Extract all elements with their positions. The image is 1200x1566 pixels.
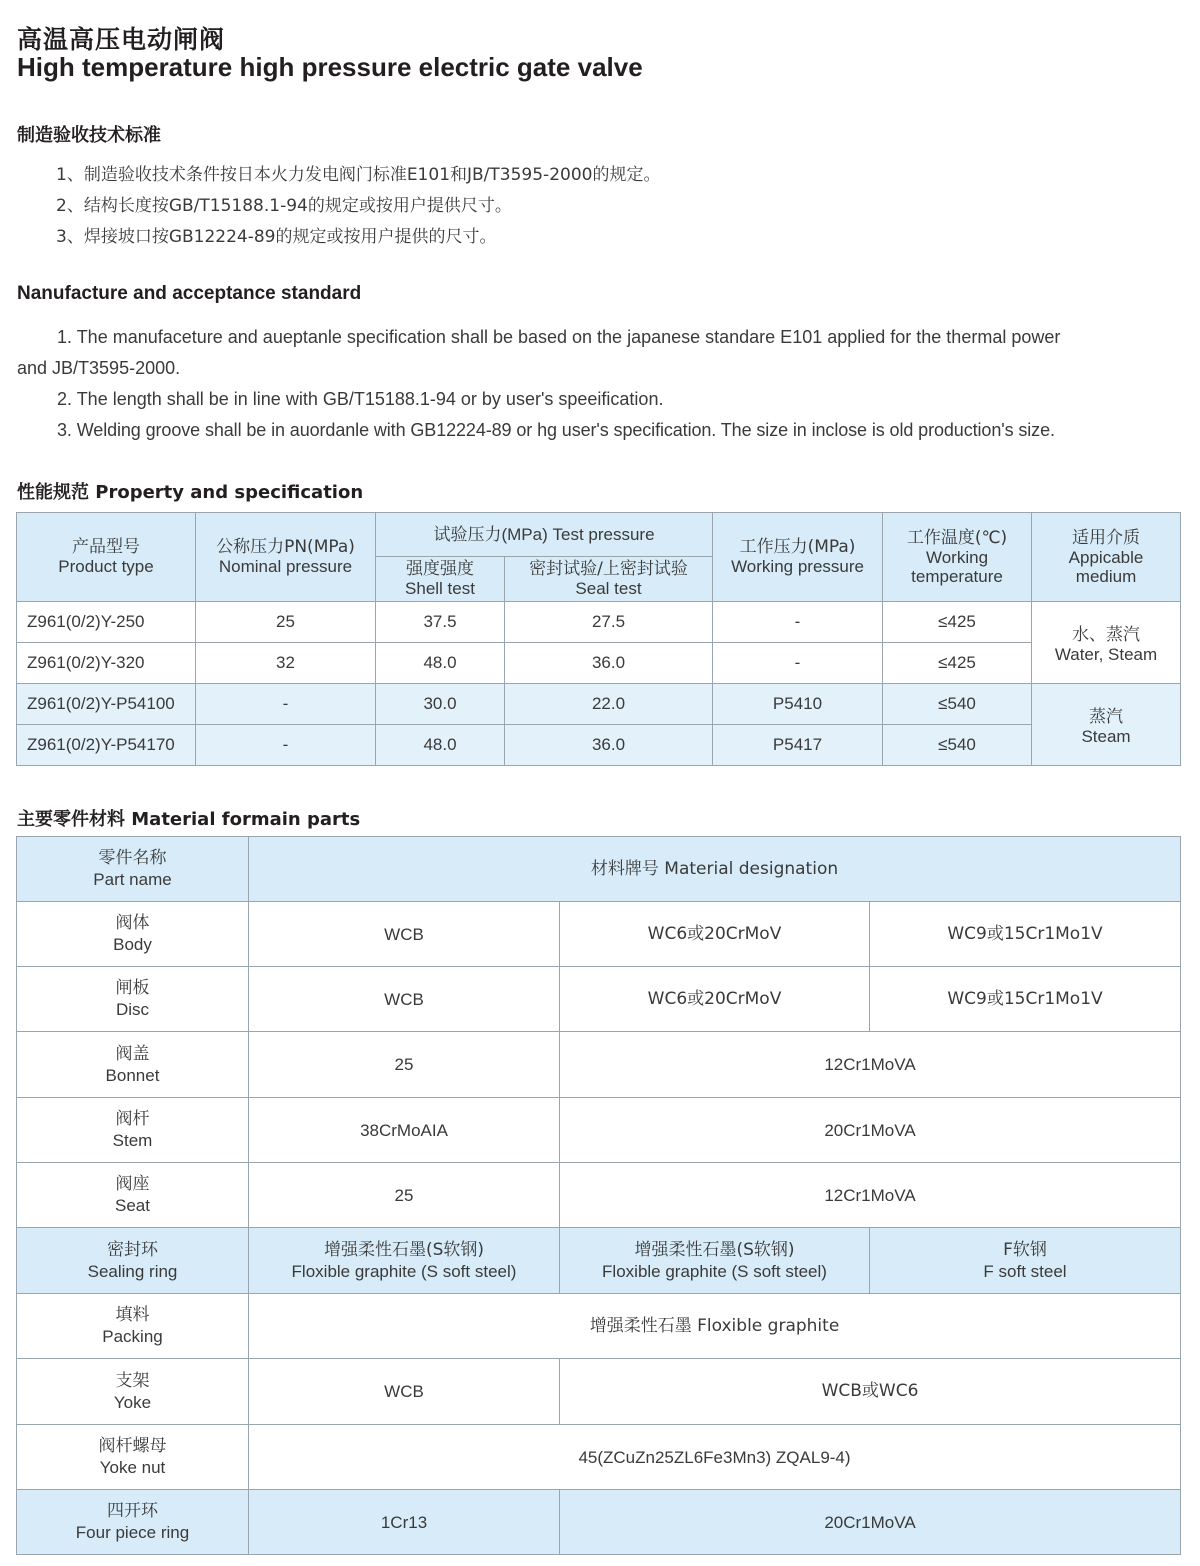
cell-seal: 36.0 (505, 725, 713, 766)
cell-shell: 48.0 (376, 725, 505, 766)
part-name: 填料 Packing (17, 1294, 249, 1359)
header-seal-test: 密封试验/上密封试验 Seal test (505, 557, 713, 602)
cell-temp: ≤540 (883, 684, 1032, 725)
material-cell: 12Cr1MoVA (560, 1163, 1181, 1228)
cell-type: Z961(0/2)Y-320 (17, 643, 196, 684)
part-name: 阀座 Seat (17, 1163, 249, 1228)
list-item: 1. The manufaceture and aueptanle specification shall be based on the japanese standare E101 applied for the thermal power (57, 327, 1061, 347)
header-shell-test: 强度强度 Shell test (376, 557, 505, 602)
material-cell: WC6或20CrMoV (560, 967, 870, 1032)
cell-temp: ≤425 (883, 643, 1032, 684)
cell-shell: 30.0 (376, 684, 505, 725)
material-cell: 25 (249, 1032, 560, 1098)
list-item: 2、结构长度按GB/T15188.1-94的规定或按用户提供尺寸。 (56, 196, 512, 216)
table-row (17, 1098, 1181, 1163)
cell-medium: 蒸汽 Steam (1032, 684, 1181, 766)
header-test-pressure: 试验压力(MPa) Test pressure (376, 513, 713, 557)
header-material-designation: 材料牌号 Material designation (249, 837, 1181, 902)
cell-working: - (713, 602, 883, 643)
part-name: 闸板 Disc (17, 967, 249, 1032)
materials-table (16, 836, 1181, 1555)
material-cell: 12Cr1MoVA (560, 1032, 1181, 1098)
cell-temp: ≤540 (883, 725, 1032, 766)
material-cell: 38CrMoAIA (249, 1098, 560, 1163)
table-row (17, 725, 1181, 766)
cell-type: Z961(0/2)Y-250 (17, 602, 196, 643)
cell-type: Z961(0/2)Y-P54100 (17, 684, 196, 725)
material-cell: WCB (249, 902, 560, 967)
cell-seal: 36.0 (505, 643, 713, 684)
page-title-cn: 高温高压电动闸阀 (17, 25, 226, 54)
list-item-continuation: and JB/T3595-2000. (17, 358, 181, 378)
material-cell: 增强柔性石墨 Floxible graphite (249, 1294, 1181, 1359)
table-row (17, 837, 1181, 902)
list-item: 3. Welding groove shall be in auordanle with GB12224-89 or hg user's specification. The size in inclose is old production's size. (57, 420, 1055, 440)
cell-nominal: 32 (196, 643, 376, 684)
table-row (17, 684, 1181, 725)
table-row (17, 1163, 1181, 1228)
cell-nominal: - (196, 684, 376, 725)
cell-nominal: - (196, 725, 376, 766)
cell-seal: 27.5 (505, 602, 713, 643)
header-product-type: 产品型号 Product type (17, 513, 196, 602)
material-cell: WCB (249, 1359, 560, 1425)
cell-type: Z961(0/2)Y-P54170 (17, 725, 196, 766)
cell-seal: 22.0 (505, 684, 713, 725)
part-name: 阀盖 Bonnet (17, 1032, 249, 1098)
table-row (17, 643, 1181, 684)
part-name: 支架 Yoke (17, 1359, 249, 1425)
cell-medium: 水、蒸汽 Water, Steam (1032, 602, 1181, 684)
cell-nominal: 25 (196, 602, 376, 643)
part-name: 阀体 Body (17, 902, 249, 967)
table-row (17, 602, 1181, 643)
part-name: 阀杆 Stem (17, 1098, 249, 1163)
table-row (17, 1425, 1181, 1490)
cell-temp: ≤425 (883, 602, 1032, 643)
cell-shell: 48.0 (376, 643, 505, 684)
spec-table (16, 512, 1181, 766)
part-name: 密封环 Sealing ring (17, 1228, 249, 1294)
cell-working: - (713, 643, 883, 684)
page-title-en: High temperature high pressure electric gate valve (17, 52, 643, 82)
manufacture-list-en (17, 322, 1187, 446)
list-item: 3、焊接坡口按GB12224-89的规定或按用户提供的尺寸。 (56, 227, 497, 247)
cell-shell: 37.5 (376, 602, 505, 643)
material-cell: WC6或20CrMoV (560, 902, 870, 967)
manufacture-heading-en: Nanufacture and acceptance standard (17, 283, 362, 304)
material-cell: 1Cr13 (249, 1490, 560, 1555)
manufacture-list-cn (56, 160, 660, 253)
material-cell: 增强柔性石墨(S软钢) Floxible graphite (S soft steel) (249, 1228, 560, 1294)
header-nominal-pressure: 公称压力PN(MPa) Nominal pressure (196, 513, 376, 602)
material-cell: WCB或WC6 (560, 1359, 1181, 1425)
header-working-pressure: 工作压力(MPa) Working pressure (713, 513, 883, 602)
header-part-name: 零件名称 Part name (17, 837, 249, 902)
material-cell: WC9或15Cr1Mo1V (870, 967, 1181, 1032)
materials-heading: 主要零件材料 Material formain parts (17, 809, 361, 830)
table-row (17, 1490, 1181, 1555)
table-row (17, 1228, 1181, 1294)
header-working-temperature: 工作温度(℃) Working temperature (883, 513, 1032, 602)
material-cell: F软钢 F soft steel (870, 1228, 1181, 1294)
table-row (17, 1294, 1181, 1359)
list-item: 2. The length shall be in line with GB/T15188.1-94 or by user's speeification. (57, 389, 664, 409)
cell-working: P5417 (713, 725, 883, 766)
material-cell: 45(ZCuZn25ZL6Fe3Mn3) ZQAL9-4) (249, 1425, 1181, 1490)
table-row (17, 1032, 1181, 1098)
material-cell: WC9或15Cr1Mo1V (870, 902, 1181, 967)
material-cell: 20Cr1MoVA (560, 1490, 1181, 1555)
table-row (17, 1359, 1181, 1425)
cell-working: P5410 (713, 684, 883, 725)
material-cell: WCB (249, 967, 560, 1032)
manufacture-heading-cn: 制造验收技术标准 (17, 125, 161, 146)
part-name: 四开环 Four piece ring (17, 1490, 249, 1555)
list-item: 1、制造验收技术条件按日本火力发电阀门标准E101和JB/T3595-2000的规定。 (56, 165, 661, 185)
material-cell: 25 (249, 1163, 560, 1228)
header-medium: 适用介质 Appicable medium (1032, 513, 1181, 602)
material-cell: 20Cr1MoVA (560, 1098, 1181, 1163)
spec-heading: 性能规范 Property and specification (17, 482, 364, 503)
material-cell: 增强柔性石墨(S软钢) Floxible graphite (S soft steel) (560, 1228, 870, 1294)
part-name: 阀杆螺母 Yoke nut (17, 1425, 249, 1490)
table-row (17, 902, 1181, 967)
table-row (17, 967, 1181, 1032)
